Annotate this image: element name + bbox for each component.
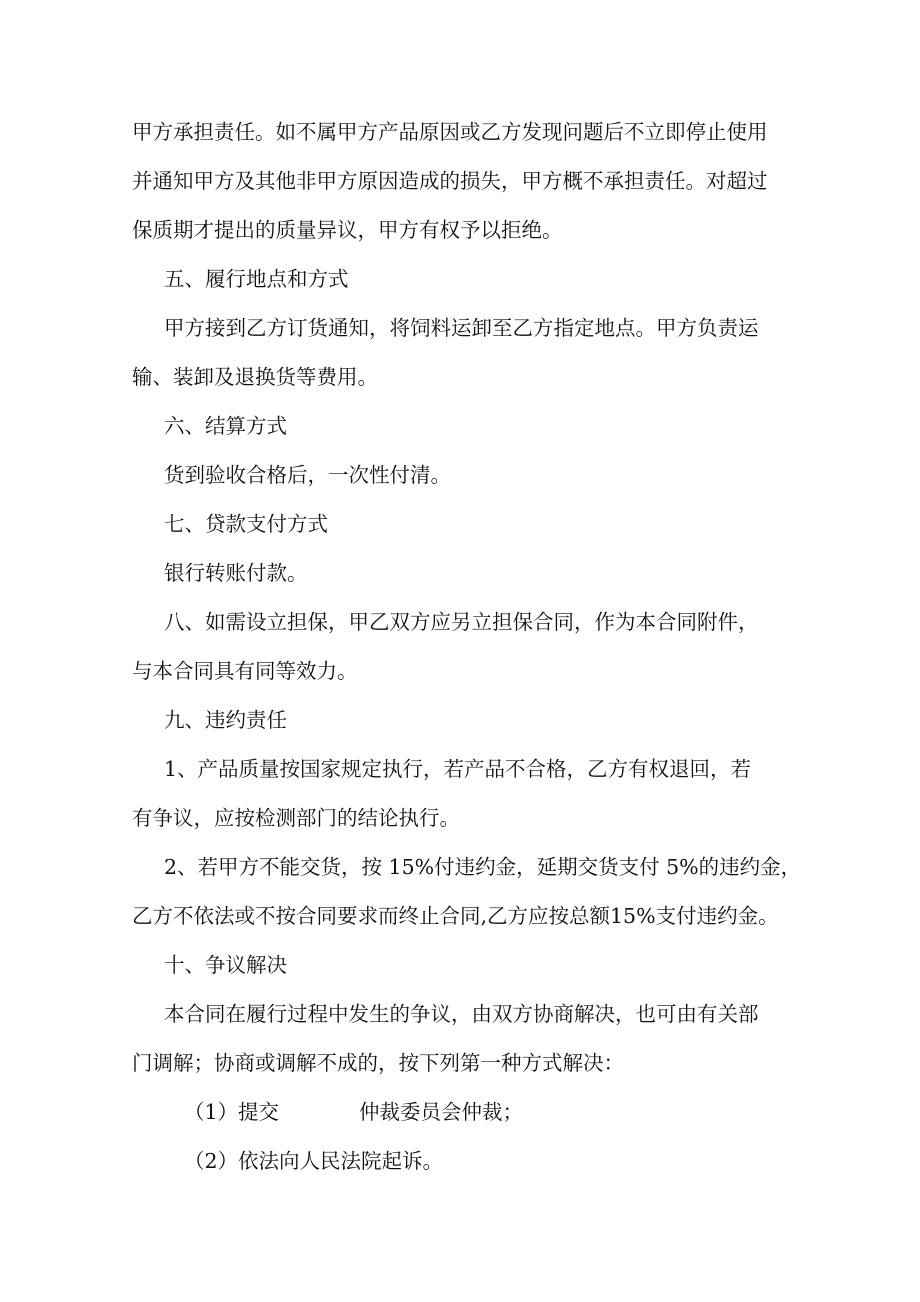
- paragraph-line: 门调解；协商或调解不成的，按下列第一种方式解决：: [132, 1051, 624, 1075]
- paragraph-line: 输、装卸及退换货等费用。: [132, 365, 378, 389]
- paragraph-line: 并通知甲方及其他非甲方原因造成的损失，甲方概不承担责任。对超过: [132, 169, 768, 193]
- section-heading-5: 五、履行地点和方式: [164, 267, 349, 291]
- section-heading-7: 七、贷款支付方式: [164, 512, 328, 536]
- section-heading-10: 十、争议解决: [164, 953, 287, 977]
- option-1-suffix: 仲裁委员会仲裁；: [359, 1100, 524, 1124]
- clause-line: 乙方不依法或不按合同要求而终止合同,乙方应按总额15%支付违约金。: [132, 904, 779, 928]
- clause-line: 1、产品质量按国家规定执行，若产品不合格，乙方有权退回，若: [164, 757, 752, 781]
- option-1-prefix: （1）提交: [184, 1100, 280, 1124]
- clause-line: 有争议，应按检测部门的结论执行。: [132, 806, 460, 830]
- paragraph-line: 货到验收合格后，一次性付清。: [164, 463, 451, 487]
- option-1: [184, 1098, 523, 1126]
- option-2: （2）依法向人民法院起诉。: [184, 1149, 444, 1173]
- clause-line: 2、若甲方不能交货，按 15%付违约金，延期交货支付 5%的违约金，: [164, 855, 802, 879]
- section-heading-8: 八、如需设立担保，甲乙双方应另立担保合同，作为本合同附件，: [164, 610, 759, 634]
- paragraph-line: 银行转账付款。: [164, 561, 308, 585]
- paragraph-line: 甲方接到乙方订货通知，将饲料运卸至乙方指定地点。甲方负责运: [164, 316, 759, 340]
- paragraph-line: 甲方承担责任。如不属甲方产品原因或乙方发现问题后不立即停止使用: [132, 120, 768, 144]
- paragraph-line: 本合同在履行过程中发生的争议，由双方协商解决，也可由有关部: [164, 1002, 759, 1026]
- paragraph-line: 与本合同具有同等效力。: [132, 659, 358, 683]
- paragraph-line: 保质期才提出的质量异议，甲方有权予以拒绝。: [132, 218, 563, 242]
- section-heading-9: 九、违约责任: [164, 708, 287, 732]
- section-heading-6: 六、结算方式: [164, 414, 287, 438]
